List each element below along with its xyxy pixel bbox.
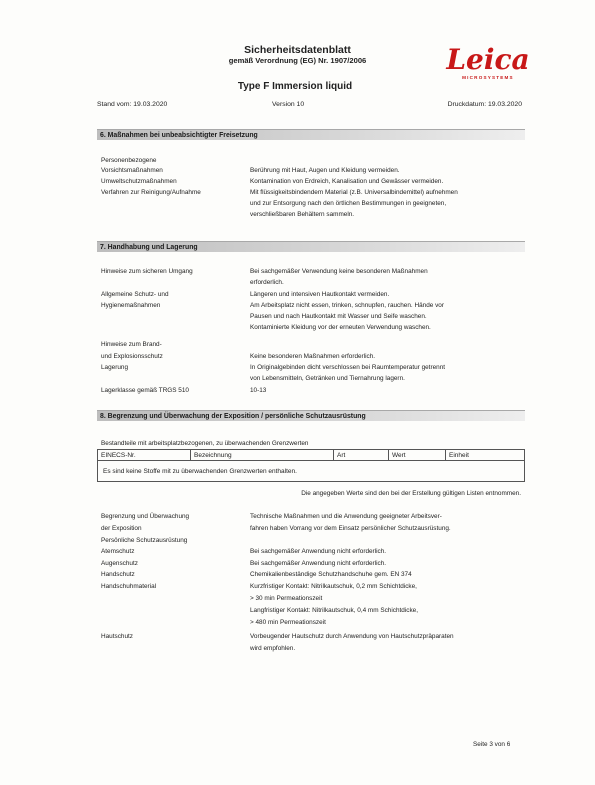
s8-value: Vorbeugender Hautschutz durch Anwendung von Hautschutzpräparaten — [250, 633, 454, 640]
s6-value: Kontamination von Erdreich, Kanalisation und Gewässer vermeiden. — [250, 178, 444, 185]
s6-value: und zur Entsorgung nach den örtlichen Bestimmungen in geeigneten, — [250, 200, 447, 207]
meta-row — [97, 101, 522, 111]
s7-value: In Originalgebinden dicht verschlossen bei Raumtemperatur getrennt — [250, 364, 446, 371]
table-note: Die angegeben Werte sind den bei der Erstellung gültigen Listen entnommen. — [301, 490, 521, 497]
s8-value: Langfristiger Kontakt: Nitrilkautschuk, 0,4 mm Schichtdicke, — [250, 607, 419, 614]
section-6-heading: 6. Maßnahmen bei unbeabsichtigter Freisetzung — [97, 129, 525, 140]
s6-label: Personenbezogene — [101, 157, 157, 164]
table-caption: Bestandteile mit arbeitsplatzbezogenen, zu überwachenden Grenzwerten — [101, 440, 309, 447]
s8-label: Hautschutz — [101, 633, 133, 640]
s7-label: Hinweise zum sicheren Umgang — [101, 268, 193, 275]
s7-value: Keine besonderen Maßnahmen erforderlich. — [250, 353, 376, 360]
s7-label: Lagerklasse gemäß TRGS 510 — [101, 387, 189, 394]
s8-label: der Exposition — [101, 525, 142, 532]
s6-value: Berührung mit Haut, Augen und Kleidung vermeiden. — [250, 167, 400, 174]
s8-label: Persönliche Schutzausrüstung — [101, 537, 188, 544]
version-label: Version 10 — [272, 101, 305, 108]
s6-label: Umweltschutzmaßnahmen — [101, 178, 177, 185]
company-logo — [438, 45, 538, 85]
section-7-heading: 7. Handhabung und Lagerung — [97, 241, 525, 252]
s8-value: Chemikalienbeständige Schutzhandschuhe gem. EN 374 — [250, 571, 412, 578]
s7-label: Lagerung — [101, 364, 129, 371]
s7-value: Kontaminierte Kleidung vor der erneuten Verwendung waschen. — [250, 324, 431, 331]
s7-label: und Explosionsschutz — [101, 353, 163, 360]
s6-value: verschließbaren Behältern sammeln. — [250, 211, 355, 218]
s8-value: wird empfohlen. — [250, 645, 296, 652]
s8-value: Technische Maßnahmen und die Anwendung geeigneter Arbeitsver- — [250, 513, 442, 520]
logo-subtitle: MICROSYSTEMS — [462, 75, 514, 80]
s8-value: Bei sachgemäßer Anwendung nicht erforderlich. — [250, 548, 387, 555]
s7-value: Pausen und nach Hautkontakt mit Wasser und Seife waschen. — [250, 313, 427, 320]
table-header: Bezeichnung — [191, 450, 334, 461]
section-8-heading: 8. Begrenzung und Überwachung der Exposition / persönliche Schutzausrüstung — [97, 410, 525, 421]
logo-wordmark: Leica — [446, 43, 530, 76]
table-header: Art — [334, 450, 389, 461]
s7-label: Allgemeine Schutz- und — [101, 291, 169, 298]
s7-value: erforderlich. — [250, 279, 284, 286]
table-header: Wert — [389, 450, 446, 461]
document-title: Sicherheitsdatenblatt — [244, 44, 351, 56]
s8-value: > 30 min Permeationszeit — [250, 595, 323, 602]
s8-label: Begrenzung und Überwachung — [101, 513, 190, 520]
s8-label: Augenschutz — [101, 560, 138, 567]
s8-value: Bei sachgemäßer Anwendung nicht erforderlich. — [250, 560, 387, 567]
table-header: Einheit — [446, 450, 525, 461]
product-name: Type F Immersion liquid — [237, 81, 353, 92]
s8-value: Kurzfristiger Kontakt: Nitrilkautschuk, 0,2 mm Schichtdicke, — [250, 583, 417, 590]
s7-value: Am Arbeitsplatz nicht essen, trinken, schnupfen, rauchen. Hände vor — [250, 302, 444, 309]
print-date: Druckdatum: 19.03.2020 — [447, 101, 522, 108]
s8-value: > 480 min Permeationszeit — [250, 619, 326, 626]
s8-label: Handschutz — [101, 571, 135, 578]
exposure-limits-table — [97, 449, 525, 482]
s6-label: Verfahren zur Reinigung/Aufnahme — [101, 189, 201, 196]
s8-value: fahren haben Vorrang vor dem Einsatz persönlicher Schutzausrüstung. — [250, 525, 451, 532]
page-number: Seite 3 von 6 — [473, 741, 511, 748]
table-empty-message: Es sind keine Stoffe mit zu überwachenden Grenzwerten enthalten. — [98, 461, 525, 482]
s7-value: Bei sachgemäßer Verwendung keine besonderen Maßnahmen — [250, 268, 428, 275]
s8-label: Handschuhmaterial — [101, 583, 157, 590]
document-title-block — [120, 44, 475, 66]
s7-value: 10-13 — [250, 387, 267, 394]
stand-date: Stand vom: 19.03.2020 — [97, 101, 168, 108]
s7-label: Hygienemaßnahmen — [101, 302, 161, 309]
s7-value: von Lebensmitteln, Getränken und Tiernahrung lagern. — [250, 375, 405, 382]
s6-value: Mit flüssigkeitsbindendem Material (z.B. Universalbindemittel) aufnehmen — [250, 189, 458, 196]
document-subtitle: gemäß Verordnung (EG) Nr. 1907/2006 — [228, 56, 367, 65]
table-header-row — [98, 450, 525, 461]
table-header: EINECS-Nr. — [98, 450, 191, 461]
s7-label: Hinweise zum Brand- — [101, 341, 162, 348]
table-row — [98, 461, 525, 482]
s8-label: Atemschutz — [101, 548, 135, 555]
s6-label: Vorsichtsmaßnahmen — [101, 167, 163, 174]
s7-value: Längeren und intensiven Hautkontakt vermeiden. — [250, 291, 390, 298]
